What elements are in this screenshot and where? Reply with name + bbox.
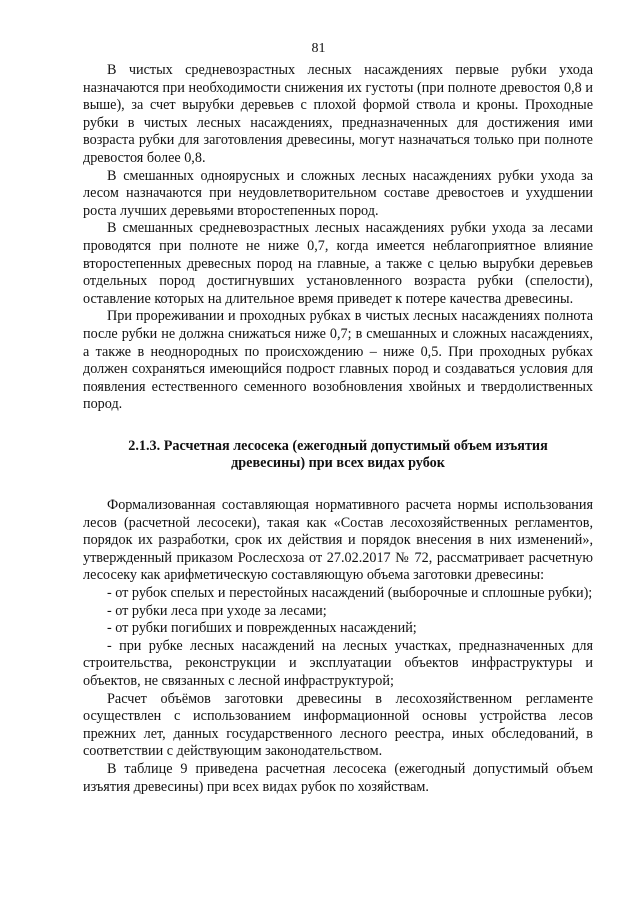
section-heading-line-2: древесины) при всех видах рубок xyxy=(231,455,445,472)
body-text xyxy=(83,62,593,796)
paragraph-intro: Формализованная составляющая нормативного расчета нормы использования лесов (расчетной лесосеки), такая как «Состав лесохозяйственных регламентов, порядок их разработки, срок их действия и порядок внесения в них изменений», утвержденный приказом Рослесхоза от 27.02.2017 № 72, рассматривает расчетную лесосеку как арифметическую составляющую объема заготовки древесины: xyxy=(83,497,593,584)
section-heading xyxy=(83,438,593,473)
list-item: - при рубке лесных насаждений на лесных участках, предназначенных для строительства, реконструкции и эксплуатации объектов инфраструктуры и объектов, не связанных с лесной инфраструктурой; xyxy=(83,637,593,689)
paragraph-thinning-pure-stands: В чистых средневозрастных лесных насаждениях первые рубки ухода назначаются при необходимости снижения их густоты (при полноте древостоя 0,8 и выше), за счет вырубки деревьев с плохой формой ствола и кроны. Проходные рубки в чистых лесных насаждениях, предназначенных для достижения ими возраста рубки для заготовления древесины, могут назначаться только при полноте древостоя более 0,8. xyxy=(83,62,593,166)
paragraph-calculation: Расчет объёмов заготовки древесины в лесохозяйственном регламенте осуществлен с использованием информационной основы устройства лесов прежних лет, данных государственного лесного реестра, иных обследований, в соответствии с действующим законодательством. xyxy=(83,690,593,760)
section-heading-line-1: 2.1.3. Расчетная лесосека (ежегодный допустимый объем изъятия xyxy=(128,437,548,454)
page-number: 81 xyxy=(311,41,326,56)
list-item: - от рубок спелых и перестойных насаждений (выборочные и сплошные рубки); xyxy=(107,585,593,602)
paragraph-mixed-stands: В смешанных одноярусных и сложных лесных насаждениях рубки ухода за лесом назначаются при неудовлетворительном составе древостоев и ухудшении роста лучших деревьями второстепенных пород. xyxy=(83,167,593,219)
paragraph-table-reference: В таблице 9 приведена расчетная лесосека (ежегодный допустимый объем изъятия древесины) при всех видах рубок по хозяйствам. xyxy=(83,760,593,795)
list-item: - от рубки леса при уходе за лесами; xyxy=(107,602,327,619)
list-item: - от рубки погибших и поврежденных насаждений; xyxy=(107,620,417,637)
paragraph-density-after-cutting: При прореживании и проходных рубках в чистых лесных насаждениях полнота после рубки не должна снижаться ниже 0,7; в смешанных и сложных насаждениях, а также в неоднородных по происхождению – ниже 0,5. При проходных рубках должен сохраняться имеющийся подрост главных пород и создаваться условия для появления естественного семенного возобновления хвойных и твердолиственных пород. xyxy=(83,308,593,413)
paragraph-mixed-middle-aged: В смешанных средневозрастных лесных насаждениях рубки ухода за лесами проводятся при полноте не ниже 0,7, когда имеется неблагоприятное влияние второстепенных древесных пород на главные, а также с целью вырубки деревьев отдельных пород достигнувших установленного возраста рубки (спелости), оставление которых на длительное время приведет к потере качества древесины. xyxy=(83,220,593,307)
